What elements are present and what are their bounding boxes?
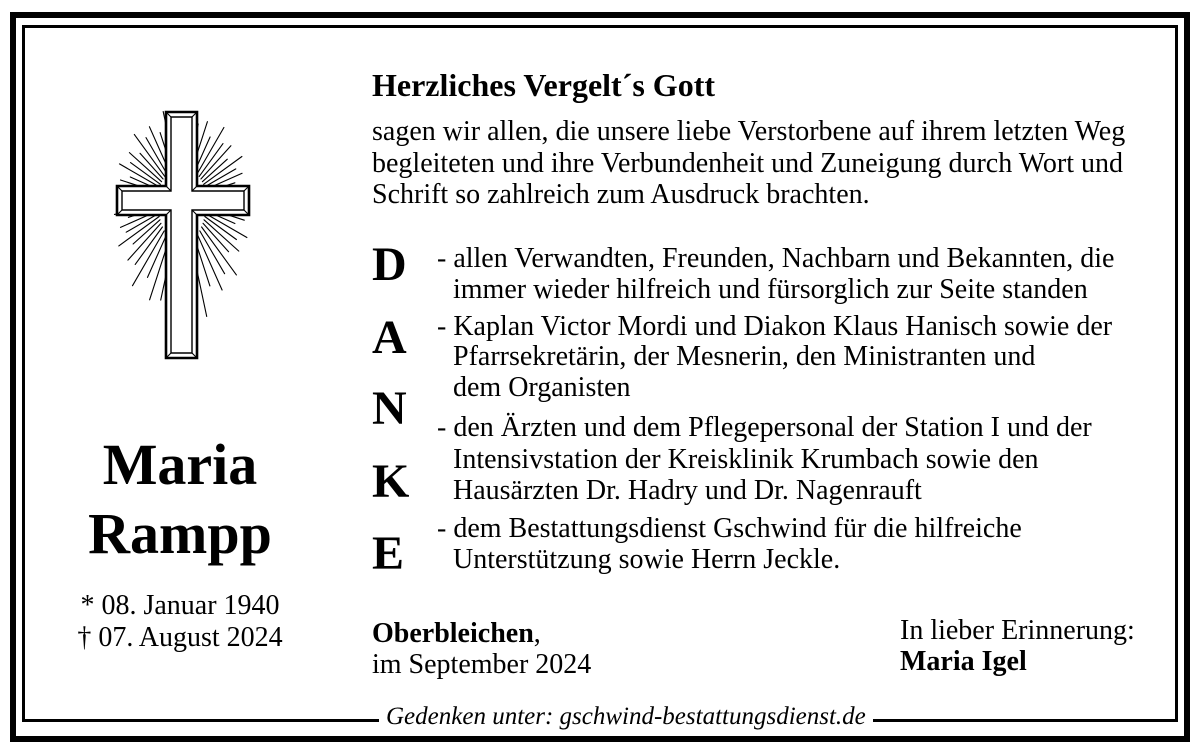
death-date: † 07. August 2024 bbox=[77, 622, 283, 653]
danke-letter-k: K bbox=[372, 455, 410, 508]
danke-letter-e: E bbox=[372, 527, 405, 580]
sun-ray bbox=[119, 217, 159, 246]
date-written: im September 2024 bbox=[372, 649, 592, 680]
sun-ray bbox=[205, 217, 237, 240]
closing-label: In lieber Erinnerung: bbox=[900, 615, 1135, 646]
thanks-line: Unterstützung sowie Herrn Jeckle. bbox=[453, 544, 841, 575]
deceased-last-name: Rampp bbox=[88, 501, 272, 566]
thanks-line: - dem Bestattungsdienst Gschwind für die hilfreiche bbox=[437, 513, 1022, 544]
sun-ray bbox=[205, 214, 247, 238]
thanks-line: Pfarrsekretärin, der Mesnerin, den Ministranten und bbox=[453, 341, 1036, 372]
place-line bbox=[372, 618, 541, 649]
intro-line: sagen wir allen, die unsere liebe Verstorbene auf ihrem letzten Weg bbox=[372, 116, 1126, 147]
memorial-website: Gedenken unter: gschwind-bestattungsdienst.de bbox=[379, 703, 873, 731]
danke-letter-n: N bbox=[372, 382, 407, 435]
notice-heading: Herzliches Vergelt´s Gott bbox=[372, 67, 715, 103]
thanks-line: - Kaplan Victor Mordi und Diakon Klaus Hanisch sowie der bbox=[437, 311, 1113, 342]
cross-with-rays-icon bbox=[100, 100, 270, 365]
sun-ray bbox=[120, 164, 160, 187]
place-comma: , bbox=[533, 618, 541, 649]
cross-outer-outline bbox=[117, 112, 249, 358]
sun-ray bbox=[202, 227, 237, 275]
sun-ray bbox=[140, 153, 163, 179]
thanks-line: - allen Verwandten, Freunden, Nachbarn und Bekannten, die bbox=[437, 243, 1115, 274]
intro-line: begleiteten und ihre Verbundenheit und Zuneigung durch Wort und bbox=[372, 148, 1123, 179]
sun-ray bbox=[199, 144, 223, 177]
signer-name: Maria Igel bbox=[900, 646, 1027, 677]
sun-ray bbox=[135, 227, 162, 264]
sun-ray bbox=[133, 231, 165, 286]
deceased-first-name: Maria bbox=[102, 432, 258, 497]
sun-ray bbox=[197, 128, 224, 174]
thanks-line: - den Ärzten und dem Pflegepersonal der Station I und der bbox=[437, 412, 1092, 443]
cross-icon bbox=[117, 112, 249, 358]
danke-letter-d: D bbox=[372, 238, 407, 291]
thanks-line: dem Organisten bbox=[453, 372, 631, 403]
place-name: Oberbleichen bbox=[372, 618, 534, 649]
danke-letter-a: A bbox=[372, 311, 407, 364]
thanks-line: Hausärzten Dr. Hadry und Dr. Nagenrauft bbox=[453, 475, 922, 506]
thanks-line: Intensivstation der Kreisklinik Krumbach sowie den bbox=[453, 444, 1039, 475]
intro-line: Schrift so zahlreich zum Ausdruck brachten. bbox=[372, 179, 870, 210]
thanks-line: immer wieder hilfreich und fürsorglich zur Seite standen bbox=[453, 274, 1088, 305]
birth-date: * 08. Januar 1940 bbox=[80, 590, 280, 621]
